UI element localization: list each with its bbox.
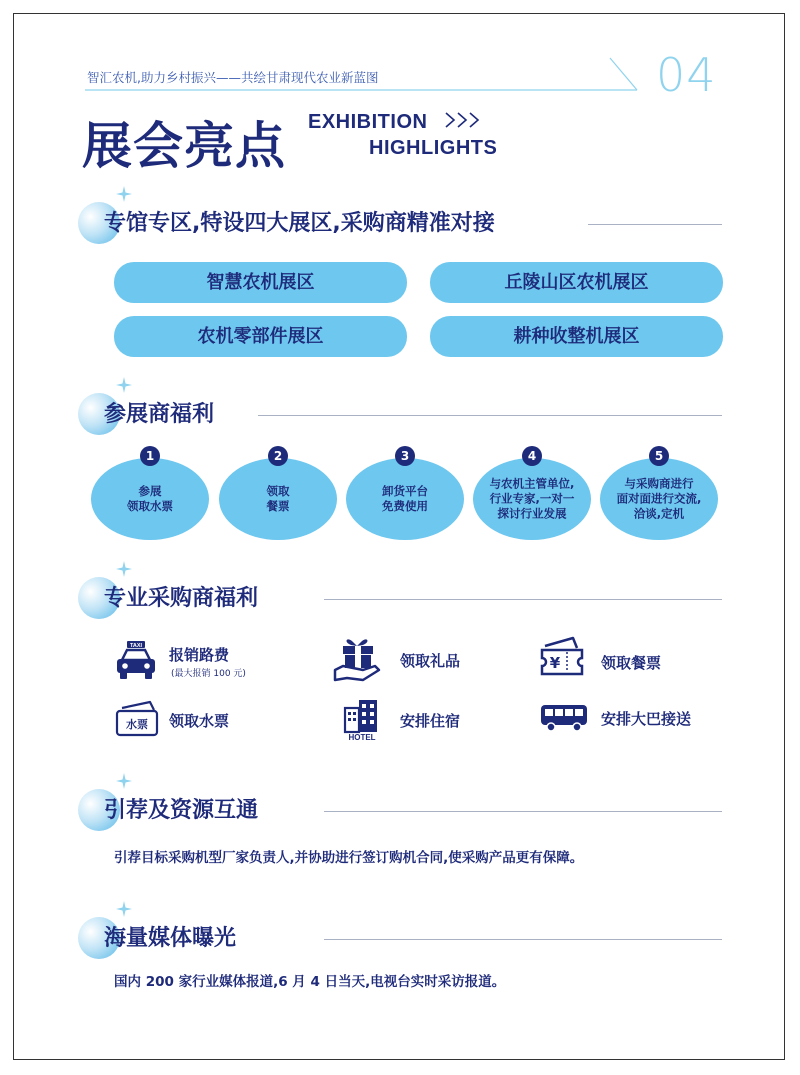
exhibitor-benefit: 卸货平台 免费使用 — [346, 458, 464, 540]
exhibitor-benefit: 领取 餐票 — [219, 458, 337, 540]
benefit-number: 5 — [649, 446, 669, 466]
zone-pill: 农机零部件展区 — [114, 316, 407, 357]
reimburse-limit: (最大报销 100 元) — [171, 669, 246, 679]
water-ticket-icon — [114, 700, 160, 740]
benefit-number: 2 — [268, 446, 288, 466]
title-en-line1: EXHIBITION — [308, 111, 428, 133]
title-en-line2: HIGHLIGHTS — [369, 137, 498, 159]
svg-text:¥: ¥ — [549, 654, 561, 672]
buyer-benefit: ¥ 领取餐票 — [539, 636, 699, 680]
benefit-number: 4 — [522, 446, 542, 466]
exhibitor-benefit: 与采购商进行 面对面进行交流, 洽谈,定机 — [600, 458, 718, 540]
taxi-icon — [114, 640, 158, 682]
section-divider — [324, 599, 722, 600]
zone-pill: 丘陵山区农机展区 — [430, 262, 723, 303]
section-exhibitor-title: 参展商福利 — [104, 402, 215, 427]
gift-icon — [333, 636, 383, 684]
sparkle-icon — [116, 561, 132, 577]
section-halls-header — [78, 198, 728, 246]
buyer-benefit: 领取礼品 — [333, 636, 493, 680]
section-buyer-header — [78, 573, 728, 621]
buyer-benefit: TAXI 报销路费 (最大报销 100 元) — [114, 640, 294, 684]
zone-pill: 智慧农机展区 — [114, 262, 407, 303]
page-number: 04 — [656, 48, 717, 102]
media-text: 国内 200 家行业媒体报道,6 月 4 日当天,电视台实时采访报道。 — [114, 974, 506, 990]
zone-pill: 耕种收整机展区 — [430, 316, 723, 357]
page-title: 展会亮点 — [82, 117, 286, 175]
section-media-header — [78, 913, 728, 961]
sparkle-icon — [116, 377, 132, 393]
section-referral-header — [78, 785, 728, 833]
section-halls-title: 专馆专区,特设四大展区,采购商精准对接 — [104, 211, 495, 236]
section-divider — [588, 224, 722, 225]
svg-text:TAXI: TAXI — [129, 643, 143, 649]
buyer-benefit: 水票 领取水票 — [114, 700, 274, 744]
sparkle-icon — [116, 773, 132, 789]
buyer-benefit: HOTEL 安排住宿 — [339, 696, 499, 740]
referral-text: 引荐目标采购机型厂家负责人,并协助进行签订购机合同,使采购产品更有保障。 — [114, 850, 584, 866]
sparkle-icon — [116, 186, 132, 202]
buyer-benefit: 安排大巴接送 — [539, 702, 729, 746]
bus-icon — [539, 702, 589, 734]
section-buyer-title: 专业采购商福利 — [104, 586, 259, 611]
section-divider — [324, 811, 722, 812]
sparkle-icon — [116, 901, 132, 917]
svg-text:水票: 水票 — [126, 718, 148, 731]
header-rule — [85, 50, 645, 94]
benefit-number: 1 — [140, 446, 160, 466]
meal-ticket-icon — [539, 636, 587, 680]
svg-text:HOTEL: HOTEL — [348, 733, 376, 742]
hotel-icon — [339, 696, 385, 742]
section-media-title: 海量媒体曝光 — [104, 926, 237, 951]
chevrons-icon — [444, 110, 486, 130]
section-exhibitor-header — [78, 389, 728, 437]
slogan: 智汇农机,助力乡村振兴——共绘甘肃现代农业新蓝图 — [87, 70, 379, 85]
benefit-number: 3 — [395, 446, 415, 466]
section-divider — [258, 415, 722, 416]
section-referral-title: 引荐及资源互通 — [104, 798, 259, 823]
exhibitor-benefit: 与农机主管单位, 行业专家,一对一 探讨行业发展 — [473, 458, 591, 540]
section-divider — [324, 939, 722, 940]
exhibitor-benefit: 参展 领取水票 — [91, 458, 209, 540]
